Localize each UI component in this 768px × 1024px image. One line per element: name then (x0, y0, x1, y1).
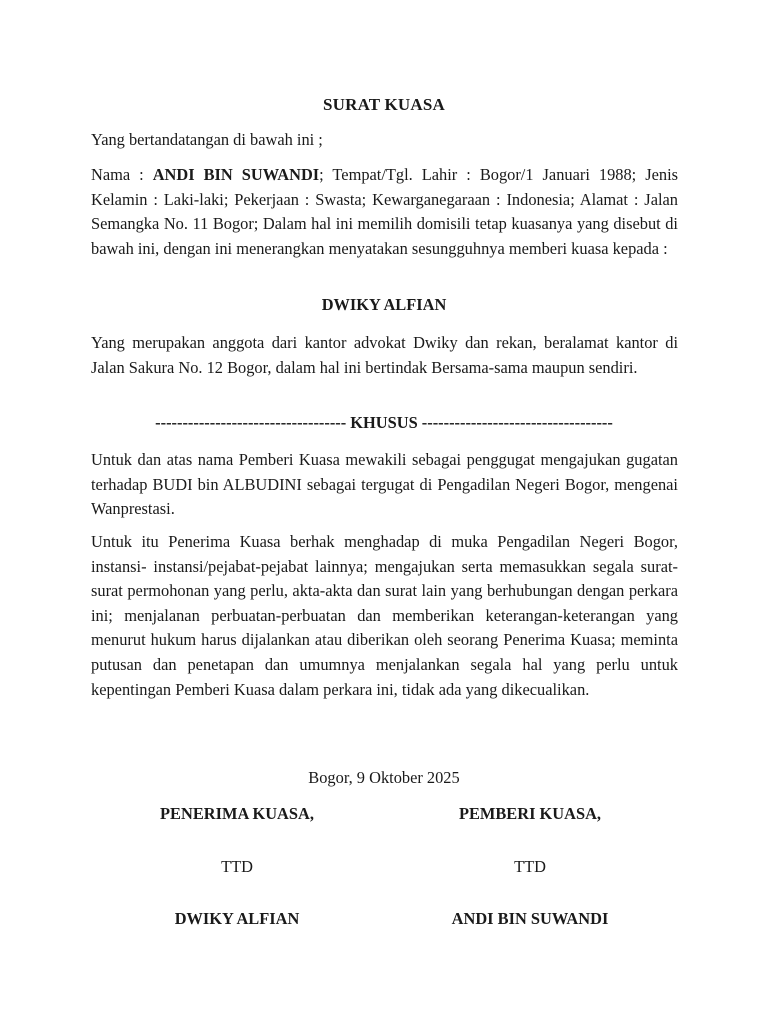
grantor-details: ; Tempat/Tgl. Lahir : Bogor/1 Januari 1988; Jenis Kelamin : Laki-laki; Pekerjaan : Swasta; Kewarganegaraan : Indonesia; Alamat : Jalan Semangka No. 11 Bogor; Dalam hal ini memilih domisili tetap kuasanya yang disebut di bawah ini, dengan ini menerangkan menyatakan sesungguhnya memberi kuasa kepada : (91, 165, 678, 258)
grantor-role-label: PEMBERI KUASA, (458, 804, 602, 823)
recipient-description: Yang merupakan anggota dari kantor advokat Dwiky dan rekan, beralamat kantor di Jalan Sakura No. 12 Bogor, dalam hal ini bertindak Bersama-sama maupun sendiri. (91, 333, 678, 377)
recipient-role-label: PENERIMA KUASA, (160, 804, 314, 823)
recipient-signatory-name: DWIKY ALFIAN (174, 909, 300, 928)
document-title: SURAT KUASA (322, 95, 445, 114)
grantor-identity-paragraph (91, 163, 678, 261)
grantor-signatory-name: ANDI BIN SUWANDI (451, 909, 609, 928)
scope-paragraph: Untuk dan atas nama Pemberi Kuasa mewakili sebagai penggugat mengajukan gugatan terhadap BUDI bin ALBUDINI sebagai tergugat di Pengadilan Negeri Bogor, mengenai Wanprestasi. (91, 450, 678, 519)
khusus-heading: ----------------------------------- KHUSUS ----------------------------------- (155, 413, 613, 432)
place-date: Bogor, 9 Oktober 2025 (308, 768, 460, 787)
grantor-name: ANDI BIN SUWANDI (152, 165, 320, 184)
name-label: Nama : (91, 165, 153, 184)
recipient-name: DWIKY ALFIAN (321, 295, 447, 314)
intro-text: Yang bertandatangan di bawah ini ; (91, 130, 323, 149)
grantor-signature-ttd: TTD (514, 857, 546, 876)
powers-paragraph: Untuk itu Penerima Kuasa berhak menghadap di muka Pengadilan Negeri Bogor, instansi- instansi/pejabat-pejabat lainnya; mengajukan serta memasukkan segala surat-surat permohonan yang perlu, akta-akta dan surat lain yang berhubungan dengan perkara ini; menjalanan perbuatan-perbuatan dan memberikan keterangan-keterangan yang menurut hukum harus dijalankan atau diberikan oleh seorang Penerima Kuasa; meminta putusan dan penetapan dan umumnya menjalankan segala hal yang perlu untuk kepentingan Pemberi Kuasa dalam perkara ini, tidak ada yang dikecualikan. (91, 532, 678, 699)
recipient-signature-ttd: TTD (221, 857, 253, 876)
